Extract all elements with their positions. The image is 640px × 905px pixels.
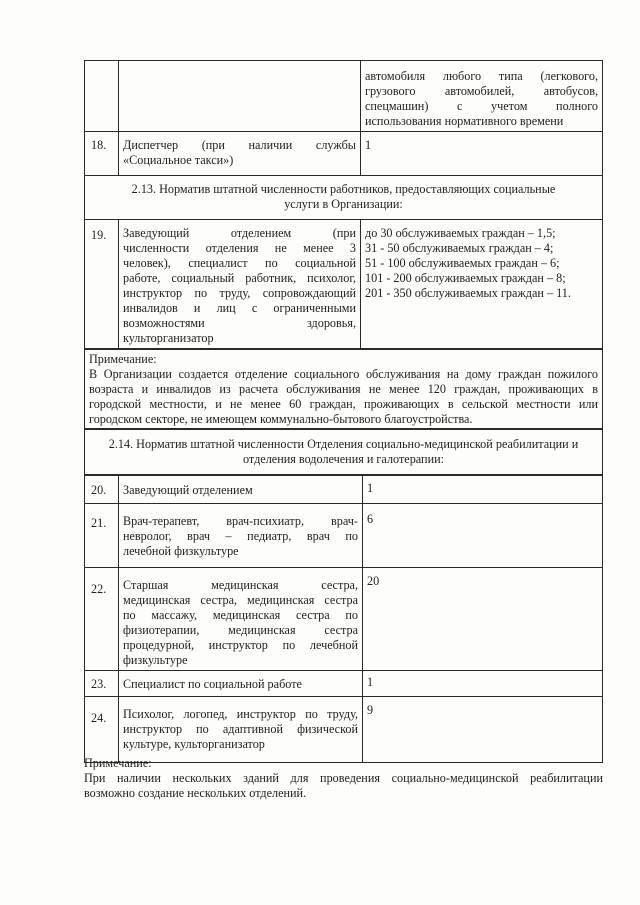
- table-row: [85, 568, 603, 671]
- name-line: возможностями здоровья,: [123, 316, 356, 330]
- name-line: лечебной физкультуре: [123, 544, 239, 558]
- value-line: 31 - 50 обслуживаемых граждан – 4;: [365, 241, 554, 255]
- name-line: Психолог, логопед, инструктор по труду,: [123, 707, 358, 721]
- name-line: Заведующий отделением (при: [123, 226, 356, 240]
- note-label: Примечание:: [84, 756, 152, 770]
- row-name: [119, 220, 361, 349]
- note-line: В Организации создается отделение социального обслуживания на дому граждан пожилого: [89, 367, 598, 381]
- name-line: невролог, врач – педиатр, врач по: [123, 529, 358, 543]
- name-line: «Социальное такси»): [123, 153, 234, 167]
- row-name: [119, 568, 363, 671]
- row-value: 9: [363, 697, 603, 763]
- table-row: [85, 504, 603, 568]
- row-number: 23.: [85, 671, 119, 697]
- section-title: [85, 176, 603, 220]
- value-line: спецмашин) с учетом полного: [365, 99, 598, 113]
- lower-table: [84, 475, 603, 763]
- row-number: 21.: [85, 504, 119, 568]
- row-name: [119, 697, 363, 763]
- row-name: Специалист по социальной работе: [119, 671, 363, 697]
- row-name: [119, 61, 361, 132]
- row-name: [119, 132, 361, 176]
- section-title-line: 2.14. Норматив штатной численности Отделения социально-медицинской реабилитации и: [108, 437, 579, 451]
- name-line: культорганизатор: [123, 331, 214, 345]
- table-row: [85, 671, 603, 697]
- value-line: 201 - 350 обслуживаемых граждан – 11.: [365, 286, 571, 300]
- row-value: 6: [363, 504, 603, 568]
- row-value: [361, 220, 603, 349]
- name-line: Диспетчер (при наличии службы: [123, 138, 356, 152]
- value-line: грузового автомобилей, автобусов,: [365, 84, 598, 98]
- note-line: возраста и инвалидов из расчета обслуживания не менее 120 граждан, проживающих в: [89, 382, 598, 396]
- table-row: [85, 220, 603, 349]
- row-value: 20: [363, 568, 603, 671]
- row-value: [361, 61, 603, 132]
- name-line: по массажу, медицинская сестра по: [123, 608, 358, 622]
- footer-note: [84, 756, 603, 801]
- row-value: 1: [361, 132, 603, 176]
- value-line: автомобиля любого типа (легкового,: [365, 69, 598, 83]
- table-row: [85, 697, 603, 763]
- row-number: 18.: [85, 132, 119, 176]
- section-header: [84, 429, 603, 475]
- upper-table: [84, 60, 603, 349]
- row-number: 24.: [85, 697, 119, 763]
- name-line: Врач-терапевт, врач-психиатр, врач-: [123, 514, 358, 528]
- row-number: 20.: [85, 476, 119, 504]
- section-title-line: отделения водолечения и галотерапии:: [243, 452, 444, 466]
- name-line: инвалидов и лиц с ограниченными: [123, 301, 356, 315]
- name-line: культуре, культорганизатор: [123, 737, 265, 751]
- row-number: 19.: [85, 220, 119, 349]
- name-line: Старшая медицинская сестра,: [123, 578, 358, 592]
- table-row: [85, 61, 603, 132]
- note-label: Примечание:: [89, 352, 157, 366]
- value-line: использования нормативного времени: [365, 114, 564, 128]
- row-value: 1: [363, 671, 603, 697]
- name-line: инструктор по адаптивной физической: [123, 722, 358, 736]
- section-title-line: услуги в Организации:: [284, 197, 403, 211]
- row-value: 1: [363, 476, 603, 504]
- note-block: [84, 349, 603, 429]
- row-number: 22.: [85, 568, 119, 671]
- row-name: Заведующий отделением: [119, 476, 363, 504]
- value-line: 51 - 100 обслуживаемых граждан – 6;: [365, 256, 560, 270]
- row-name: [119, 504, 363, 568]
- note-line: городском секторе, не имеющем коммунально-бытового благоустройства.: [89, 412, 473, 426]
- name-line: медицинская сестра, медицинская сестра: [123, 593, 358, 607]
- name-line: физиотерапии, медицинская сестра: [123, 623, 358, 637]
- name-line: человек), специалист по социальной: [123, 256, 356, 270]
- note-line: возможно создание нескольких отделений.: [84, 786, 307, 800]
- row-number: [85, 61, 119, 132]
- table-row: [85, 476, 603, 504]
- name-line: работе, социальный работник, психолог,: [123, 271, 356, 285]
- name-line: физкультуре: [123, 653, 188, 667]
- note-line: городской местности, и не менее 60 граждан, проживающих в сельской местности или: [89, 397, 598, 411]
- name-line: численности отделения не менее 3: [123, 241, 356, 255]
- section-header: [85, 176, 603, 220]
- table-row: [85, 132, 603, 176]
- name-line: процедурной, инструктор по лечебной: [123, 638, 358, 652]
- value-line: до 30 обслуживаемых граждан – 1,5;: [365, 226, 556, 240]
- value-line: 101 - 200 обслуживаемых граждан – 8;: [365, 271, 566, 285]
- name-line: инструктор по труду, сопровождающий: [123, 286, 356, 300]
- note-line: При наличии нескольких зданий для проведения социально-медицинской реабилитации: [84, 771, 603, 785]
- section-title-line: 2.13. Норматив штатной численности работников, предоставляющих социальные: [131, 182, 556, 196]
